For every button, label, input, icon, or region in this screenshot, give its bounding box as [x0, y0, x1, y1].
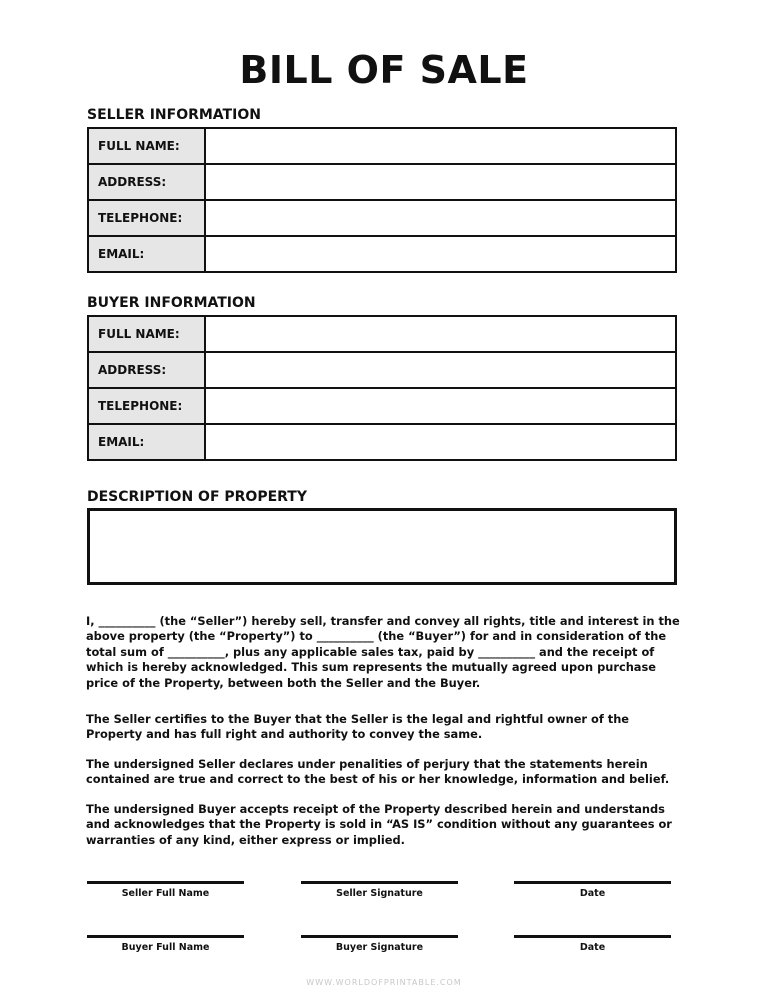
seller-date-caption: Date — [579, 888, 606, 899]
seller-full-name-field[interactable] — [205, 128, 676, 164]
seller-full-name-signature-block[interactable] — [87, 881, 244, 900]
seller-signature-line[interactable] — [301, 881, 458, 884]
seller-info-table — [87, 127, 677, 273]
buyer-full-name-row — [88, 316, 676, 352]
seller-email-label: EMAIL: — [88, 236, 205, 272]
buyer-email-label: EMAIL: — [88, 424, 205, 460]
seller-email-field[interactable] — [205, 236, 676, 272]
seller-section-heading: SELLER INFORMATION — [87, 107, 261, 123]
buyer-telephone-row — [88, 388, 676, 424]
buyer-signature-caption: Buyer Signature — [335, 942, 424, 953]
seller-address-field[interactable] — [205, 164, 676, 200]
seller-telephone-label: TELEPHONE: — [88, 200, 205, 236]
seller-full-name-caption: Seller Full Name — [121, 888, 210, 899]
buyer-full-name-line[interactable] — [87, 935, 244, 938]
buyer-date-block[interactable] — [514, 935, 671, 954]
buyer-full-name-field[interactable] — [205, 316, 676, 352]
buyer-email-row — [88, 424, 676, 460]
buyer-date-line[interactable] — [514, 935, 671, 938]
ownership-certification-paragraph: The Seller certifies to the Buyer that the Seller is the legal and rightful owner of the Property and has full right and authority to convey the same. — [86, 712, 630, 742]
seller-full-name-line[interactable] — [87, 881, 244, 884]
perjury-declaration-paragraph: The undersigned Seller declares under penalities of perjury that the statements herein contained are true and correct to the best of his or her knowledge, information and belief. — [86, 757, 670, 787]
property-description-field[interactable] — [87, 508, 677, 585]
seller-date-block[interactable] — [514, 881, 671, 900]
document-title: BILL OF SALE — [239, 48, 529, 92]
seller-telephone-field[interactable] — [205, 200, 676, 236]
seller-signature-block[interactable] — [301, 881, 458, 900]
footer-watermark: WWW.WORLDOFPRINTABLE.COM — [306, 978, 462, 987]
seller-full-name-row — [88, 128, 676, 164]
buyer-info-table — [87, 315, 677, 461]
buyer-address-label: ADDRESS: — [88, 352, 205, 388]
buyer-signature-block[interactable] — [301, 935, 458, 954]
buyer-telephone-label: TELEPHONE: — [88, 388, 205, 424]
description-section-heading: DESCRIPTION OF PROPERTY — [87, 489, 307, 505]
buyer-section-heading: BUYER INFORMATION — [87, 295, 256, 311]
seller-date-line[interactable] — [514, 881, 671, 884]
buyer-email-field[interactable] — [205, 424, 676, 460]
as-is-acceptance-paragraph: The undersigned Buyer accepts receipt of the Property described herein and understands and acknowledges that the Property is sold in “AS IS” condition without any guarantees or warranties of any kind, either express or implied. — [86, 802, 672, 847]
buyer-full-name-signature-block[interactable] — [87, 935, 244, 954]
seller-telephone-row — [88, 200, 676, 236]
seller-signature-caption: Seller Signature — [336, 888, 423, 899]
buyer-telephone-field[interactable] — [205, 388, 676, 424]
seller-address-label: ADDRESS: — [88, 164, 205, 200]
buyer-full-name-caption: Buyer Full Name — [121, 942, 210, 953]
buyer-address-field[interactable] — [205, 352, 676, 388]
buyer-address-row — [88, 352, 676, 388]
seller-address-row — [88, 164, 676, 200]
seller-email-row — [88, 236, 676, 272]
buyer-date-caption: Date — [579, 942, 606, 953]
conveyance-paragraph: I, __________ (the “Seller”) hereby sell, transfer and convey all rights, title and interest in the above property (the “Property”) to __________ (the “Buyer”) for and in consideration of the total sum of __________, plus any applicable sales tax, paid by __________ and the receipt of which is hereby acknowledged. This sum represents the mutually agreed upon purchase price of the Property, between both the Seller and the Buyer. — [86, 614, 680, 690]
seller-full-name-label: FULL NAME: — [88, 128, 205, 164]
buyer-full-name-label: FULL NAME: — [88, 316, 205, 352]
buyer-signature-line[interactable] — [301, 935, 458, 938]
